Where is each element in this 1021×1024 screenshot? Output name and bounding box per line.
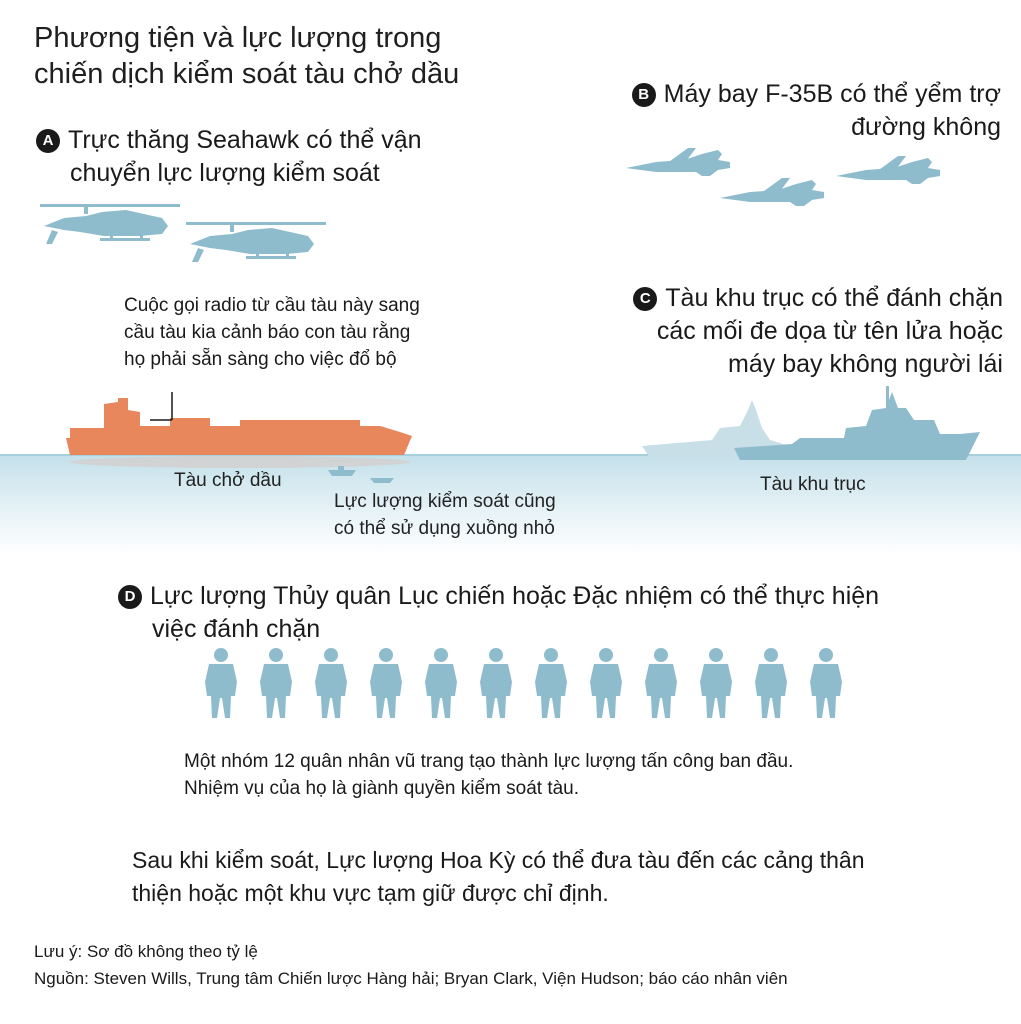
section-c-line: các mối đe dọa từ tên lửa hoặc	[656, 317, 1003, 345]
conclusion-text	[132, 844, 865, 910]
title-line: Phương tiện và lực lượng trong	[34, 22, 442, 54]
destroyer-label: Tàu khu trục	[760, 474, 866, 495]
section-b-line: Máy bay F-35B có thể yểm trợ	[663, 80, 1001, 108]
section-d-line: việc đánh chặn	[152, 615, 321, 643]
small-boats-label	[334, 488, 556, 542]
page-title	[34, 20, 459, 92]
conclusion-line: Sau khi kiểm soát, Lực lượng Hoa Kỳ có thể đưa tàu đến các cảng thân	[132, 847, 865, 873]
section-c-heading	[633, 282, 1003, 381]
section-b-badge: B	[632, 83, 656, 107]
footer-source: Nguồn: Steven Wills, Trung tâm Chiến lược Hàng hải; Bryan Clark, Viện Hudson; báo cáo nhân viên	[34, 969, 788, 988]
small-boats-line: có thể sử dụng xuồng nhỏ	[334, 518, 555, 539]
soldiers-caption-line: Nhiệm vụ của họ là giành quyền kiểm soát tàu.	[184, 778, 580, 799]
section-b-heading	[632, 78, 1001, 144]
section-c-line: máy bay không người lái	[728, 350, 1003, 378]
conclusion-line: thiện hoặc một khu vực tạm giữ được chỉ định.	[132, 880, 609, 906]
radio-note-line: Cuộc gọi radio từ cầu tàu này sang	[124, 295, 420, 316]
section-c-line: Tàu khu trục có thể đánh chặn	[665, 284, 1003, 312]
section-b-line: đường không	[851, 113, 1001, 141]
soldiers-caption	[184, 748, 793, 802]
section-d-line: Lực lượng Thủy quân Lục chiến hoặc Đặc nhiệm có thể thực hiện	[150, 582, 880, 610]
section-a-line: Trực thăng Seahawk có thể vận	[68, 126, 422, 154]
small-boats-line: Lực lượng kiểm soát cũng	[334, 491, 556, 512]
section-c-badge: C	[633, 287, 657, 311]
section-a-heading	[36, 124, 422, 190]
tanker-label: Tàu chở dầu	[174, 470, 282, 491]
section-d-heading	[118, 580, 879, 646]
radio-note-line: họ phải sẵn sàng cho việc đổ bộ	[124, 349, 397, 370]
radio-note-line: cầu tàu kia cảnh báo con tàu rằng	[124, 322, 411, 343]
radio-call-note	[124, 292, 420, 373]
section-a-line: chuyển lực lượng kiểm soát	[70, 159, 380, 187]
footer	[34, 938, 788, 992]
section-a-badge: A	[36, 129, 60, 153]
section-d-badge: D	[118, 585, 142, 609]
soldiers-caption-line: Một nhóm 12 quân nhân vũ trang tạo thành lực lượng tấn công ban đầu.	[184, 751, 794, 772]
soldier-icon	[205, 648, 842, 718]
title-line: chiến dịch kiểm soát tàu chở dầu	[34, 58, 460, 90]
footer-note: Lưu ý: Sơ đồ không theo tỷ lệ	[34, 942, 258, 961]
